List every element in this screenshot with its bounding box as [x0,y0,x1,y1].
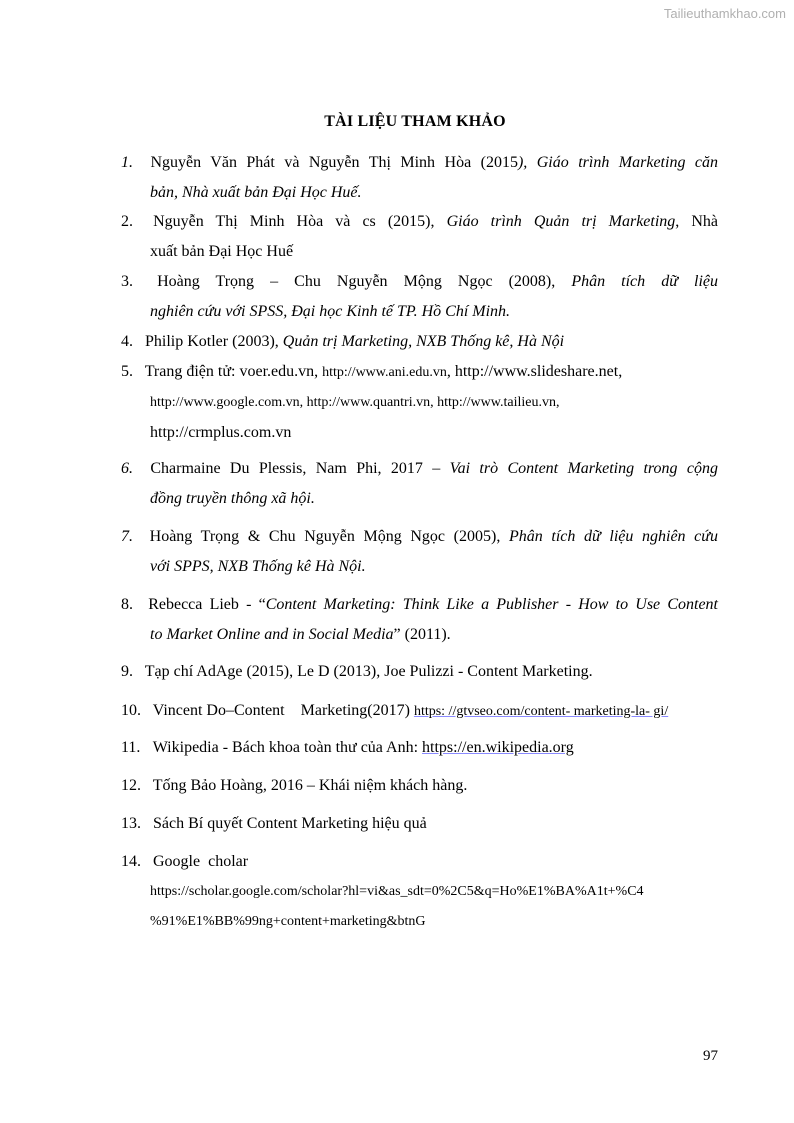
reference-number: 10. [121,702,141,719]
reference-link[interactable]: https: //gtvseo.com/content- marketing-la- gi/ [413,704,669,719]
page-title: TÀI LIỆU THAM KHẢO [324,113,506,130]
page-number: 97 [703,1048,718,1064]
reference-item: 11. Wikipedia - Bách khoa toàn thư của Anh: https://en.wikipedia.org [121,733,718,763]
reference-item: 7. Hoàng Trọng & Chu Nguyễn Mộng Ngọc (2005), Phân tích dữ liệu nghiên cứu với SPPS, NXB Thống kê Hà Nội. [121,522,718,582]
reference-item: 3. Hoàng Trọng – Chu Nguyễn Mộng Ngọc (2008), Phân tích dữ liệu nghiên cứu với SPSS, Đại học Kinh tế TP. Hồ Chí Minh. [121,267,718,327]
reference-item: 5. Trang điện tử: voer.edu.vn, http://www.ani.edu.vn, http://www.slideshare.net, http://www.google.com.vn, http://www.quantri.vn, http://www.tailieu.vn, http://crmplus.com.vn [121,357,718,448]
reference-number: 9. [121,663,133,680]
reference-number: 2. [121,213,133,230]
watermark: Tailieuthamkhao.com [663,6,786,21]
reference-item: 8. Rebecca Lieb - “Content Marketing: Think Like a Publisher - How to Use Content to Market Online and in Social Media” (2011). [121,590,718,650]
reference-item: 6. Charmaine Du Plessis, Nam Phi, 2017 – Vai trò Content Marketing trong cộng đồng truyền thông xã hội. [121,454,718,514]
reference-item: 12. Tống Bảo Hoàng, 2016 – Khái niệm khách hàng. [121,771,718,801]
reference-number: 14. [121,853,141,870]
reference-url: https://scholar.google.com/scholar?hl=vi&as_sdt=0%2C5&q=Ho%E1%BA%A1t+%C4 [150,884,644,899]
reference-number: 5. [121,363,133,380]
reference-link[interactable]: https://en.wikipedia.org [422,739,574,756]
reference-number: 12. [121,777,141,794]
reference-item: 4. Philip Kotler (2003), Quản trị Marketing, NXB Thống kê, Hà Nội [121,327,718,357]
reference-item: 9. Tạp chí AdAge (2015), Le D (2013), Joe Pulizzi - Content Marketing. [121,657,718,687]
reference-number: 8. [121,596,133,613]
reference-item: 10. Vincent Do–Content Marketing(2017) https: //gtvseo.com/content- marketing-la- gi/ [121,696,718,727]
reference-item: 14. Google cholar https://scholar.google.com/scholar?hl=vi&as_sdt=0%2C5&q=Ho%E1%BA%A1t+%C4 %91%E1%BB%99ng+content+marketing&btnG [121,847,718,937]
reference-number: 4. [121,333,133,350]
reference-item: 13. Sách Bí quyết Content Marketing hiệu quả [121,809,718,839]
reference-number: 7. [121,528,133,545]
reference-number: 13. [121,815,141,832]
reference-item: 2. Nguyễn Thị Minh Hòa và cs (2015), Giáo trình Quản trị Marketing, Nhà xuất bản Đại Học Huế [121,207,718,267]
reference-item: 1. Nguyễn Văn Phát và Nguyễn Thị Minh Hòa (2015), Giáo trình Marketing căn bản, Nhà xuất bản Đại Học Huế. [121,148,718,208]
reference-number: 6. [121,460,133,477]
reference-number: 11. [121,739,141,756]
reference-number: 1. [121,154,133,171]
reference-number: 3. [121,273,133,290]
reference-url: %91%E1%BB%99ng+content+marketing&btnG [150,914,426,929]
